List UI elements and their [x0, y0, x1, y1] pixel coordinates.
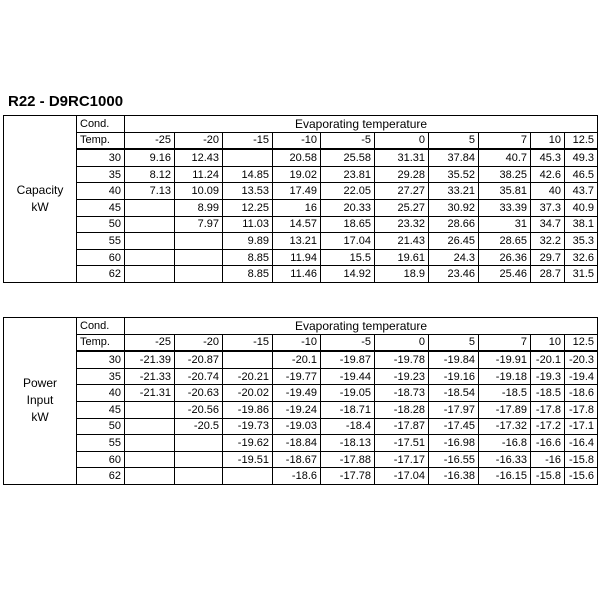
evap-temp-header-cell: 12.5 [565, 334, 598, 351]
header-row-cond [4, 318, 598, 335]
value-cell: -17.04 [375, 468, 429, 485]
value-cell: -17.45 [429, 418, 479, 435]
table-row [4, 233, 598, 250]
cond-temp-cell: 40 [77, 385, 125, 402]
value-cell [175, 233, 223, 250]
value-cell: 25.46 [479, 266, 531, 283]
value-cell: -15.6 [565, 468, 598, 485]
value-cell [175, 435, 223, 452]
value-cell [223, 468, 273, 485]
value-cell: -18.84 [273, 435, 321, 452]
value-cell: 25.58 [321, 149, 375, 166]
value-cell: -19.87 [321, 351, 375, 368]
value-cell: -20.21 [223, 368, 273, 385]
value-cell: -20.87 [175, 351, 223, 368]
value-cell: 19.61 [375, 249, 429, 266]
quantity-label [4, 116, 77, 283]
value-cell: -19.23 [375, 368, 429, 385]
value-cell: -19.62 [223, 435, 273, 452]
evap-temp-header-cell: 0 [375, 334, 429, 351]
value-cell: -20.1 [531, 351, 565, 368]
value-cell: -17.32 [479, 418, 531, 435]
value-cell: -19.24 [273, 401, 321, 418]
value-cell [125, 233, 175, 250]
value-cell: -17.1 [565, 418, 598, 435]
value-cell [125, 199, 175, 216]
value-cell: 35.52 [429, 166, 479, 183]
value-cell [223, 351, 273, 368]
table-row [4, 418, 598, 435]
value-cell: -19.78 [375, 351, 429, 368]
table-row [4, 368, 598, 385]
cond-header: Cond. [77, 318, 125, 335]
value-cell: 18.65 [321, 216, 375, 233]
value-cell: 14.57 [273, 216, 321, 233]
value-cell: 11.94 [273, 249, 321, 266]
value-cell: -16.38 [429, 468, 479, 485]
table-row [4, 166, 598, 183]
value-cell: 10.09 [175, 183, 223, 200]
value-cell: 8.85 [223, 266, 273, 283]
value-cell: 16 [273, 199, 321, 216]
value-cell: 25.27 [375, 199, 429, 216]
value-cell [175, 266, 223, 283]
value-cell: 42.6 [531, 166, 565, 183]
cond-temp-cell: 35 [77, 166, 125, 183]
value-cell: -19.49 [273, 385, 321, 402]
value-cell: 23.32 [375, 216, 429, 233]
evap-temp-header-cell: -5 [321, 132, 375, 149]
value-cell: 35.3 [565, 233, 598, 250]
value-cell: 22.05 [321, 183, 375, 200]
value-cell: -19.91 [479, 351, 531, 368]
value-cell: -17.97 [429, 401, 479, 418]
value-cell: -18.6 [565, 385, 598, 402]
value-cell: 31 [479, 216, 531, 233]
value-cell: 40.9 [565, 199, 598, 216]
value-cell: 40.7 [479, 149, 531, 166]
table-row [4, 149, 598, 166]
value-cell: -16.33 [479, 451, 531, 468]
value-cell [223, 149, 273, 166]
value-cell: 35.81 [479, 183, 531, 200]
value-cell: -19.05 [321, 385, 375, 402]
value-cell: -17.87 [375, 418, 429, 435]
power-input-table [3, 317, 598, 485]
value-cell: 19.02 [273, 166, 321, 183]
value-cell: 12.43 [175, 149, 223, 166]
value-cell: 12.25 [223, 199, 273, 216]
value-cell: 28.7 [531, 266, 565, 283]
value-cell: 28.65 [479, 233, 531, 250]
quantity-label-line: Input [26, 393, 54, 408]
value-cell: 14.92 [321, 266, 375, 283]
table-row [4, 351, 598, 368]
value-cell: -17.17 [375, 451, 429, 468]
value-cell: -18.28 [375, 401, 429, 418]
value-cell: -18.73 [375, 385, 429, 402]
value-cell: -17.2 [531, 418, 565, 435]
table-row [4, 199, 598, 216]
table-row [4, 216, 598, 233]
value-cell: -19.51 [223, 451, 273, 468]
cond-temp-cell: 40 [77, 183, 125, 200]
quantity-label-line: Capacity [16, 182, 64, 197]
document-title: R22 - D9RC1000 [8, 93, 124, 110]
value-cell: -20.74 [175, 368, 223, 385]
value-cell: -15.8 [531, 468, 565, 485]
value-cell: 11.03 [223, 216, 273, 233]
cond-temp-cell: 45 [77, 401, 125, 418]
value-cell: 28.66 [429, 216, 479, 233]
value-cell: -20.3 [565, 351, 598, 368]
value-cell: 33.39 [479, 199, 531, 216]
value-cell: -18.5 [531, 385, 565, 402]
evap-temp-header-cell: 10 [531, 132, 565, 149]
value-cell: -19.73 [223, 418, 273, 435]
value-cell: 13.21 [273, 233, 321, 250]
table-row [4, 468, 598, 485]
header-row-cond [4, 116, 598, 133]
value-cell: 23.81 [321, 166, 375, 183]
value-cell: 13.53 [223, 183, 273, 200]
value-cell: -18.6 [273, 468, 321, 485]
value-cell: 21.43 [375, 233, 429, 250]
value-cell: 20.33 [321, 199, 375, 216]
quantity-label-line: kW [31, 199, 49, 214]
value-cell: -18.13 [321, 435, 375, 452]
table-row [4, 385, 598, 402]
value-cell: 49.3 [565, 149, 598, 166]
value-cell [125, 401, 175, 418]
value-cell [125, 435, 175, 452]
header-row-temp [4, 132, 598, 149]
value-cell: 38.25 [479, 166, 531, 183]
value-cell: 31.31 [375, 149, 429, 166]
cond-temp-cell: 60 [77, 249, 125, 266]
value-cell [175, 468, 223, 485]
table-row [4, 401, 598, 418]
value-cell: -19.4 [565, 368, 598, 385]
value-cell [125, 216, 175, 233]
value-cell [125, 249, 175, 266]
evaporating-temperature-header: Evaporating temperature [125, 116, 598, 133]
value-cell: 26.45 [429, 233, 479, 250]
value-cell: 8.85 [223, 249, 273, 266]
value-cell: 37.3 [531, 199, 565, 216]
value-cell: 11.46 [273, 266, 321, 283]
evap-temp-header-cell: 5 [429, 132, 479, 149]
evap-temp-header-cell: -15 [223, 334, 273, 351]
evap-temp-header-cell: -15 [223, 132, 273, 149]
value-cell: -16.8 [479, 435, 531, 452]
table-row [4, 183, 598, 200]
value-cell: -21.39 [125, 351, 175, 368]
value-cell: -19.77 [273, 368, 321, 385]
evap-temp-header-cell: 7 [479, 132, 531, 149]
cond-temp-cell: 62 [77, 266, 125, 283]
evap-temp-header-cell: 5 [429, 334, 479, 351]
quantity-label-line: kW [31, 410, 49, 425]
table-row [4, 451, 598, 468]
value-cell: 14.85 [223, 166, 273, 183]
value-cell: -19.03 [273, 418, 321, 435]
value-cell: -20.56 [175, 401, 223, 418]
value-cell: -20.1 [273, 351, 321, 368]
value-cell: 26.36 [479, 249, 531, 266]
table-row [4, 435, 598, 452]
cond-temp-cell: 45 [77, 199, 125, 216]
evaporating-temperature-header: Evaporating temperature [125, 318, 598, 335]
cond-temp-cell: 60 [77, 451, 125, 468]
value-cell: -18.71 [321, 401, 375, 418]
value-cell [175, 451, 223, 468]
value-cell: -17.89 [479, 401, 531, 418]
value-cell: 38.1 [565, 216, 598, 233]
value-cell: 8.99 [175, 199, 223, 216]
value-cell [125, 266, 175, 283]
value-cell [125, 418, 175, 435]
value-cell: -21.31 [125, 385, 175, 402]
evap-temp-header-cell: -25 [125, 334, 175, 351]
value-cell [125, 468, 175, 485]
value-cell: 32.6 [565, 249, 598, 266]
temp-header: Temp. [77, 132, 125, 149]
value-cell: 43.7 [565, 183, 598, 200]
evap-temp-header-cell: -25 [125, 132, 175, 149]
value-cell: -17.8 [531, 401, 565, 418]
evap-temp-header-cell: -20 [175, 334, 223, 351]
value-cell: 18.9 [375, 266, 429, 283]
capacity-table [3, 115, 598, 283]
cond-temp-cell: 55 [77, 435, 125, 452]
value-cell: 7.97 [175, 216, 223, 233]
value-cell: 29.28 [375, 166, 429, 183]
value-cell: 46.5 [565, 166, 598, 183]
cond-temp-cell: 35 [77, 368, 125, 385]
quantity-label-line: Power [22, 376, 57, 391]
value-cell: -15.8 [565, 451, 598, 468]
value-cell: -18.5 [479, 385, 531, 402]
evap-temp-header-cell: -20 [175, 132, 223, 149]
value-cell: 11.24 [175, 166, 223, 183]
value-cell: -16.15 [479, 468, 531, 485]
evap-temp-header-cell: 7 [479, 334, 531, 351]
value-cell: -17.78 [321, 468, 375, 485]
value-cell: -19.44 [321, 368, 375, 385]
value-cell: 40 [531, 183, 565, 200]
cond-header: Cond. [77, 116, 125, 133]
table-row [4, 266, 598, 283]
value-cell: 9.16 [125, 149, 175, 166]
value-cell: -17.51 [375, 435, 429, 452]
value-cell: -20.02 [223, 385, 273, 402]
value-cell: 24.3 [429, 249, 479, 266]
table-row [4, 249, 598, 266]
value-cell: 15.5 [321, 249, 375, 266]
value-cell: -16 [531, 451, 565, 468]
value-cell: 32.2 [531, 233, 565, 250]
value-cell: -16.4 [565, 435, 598, 452]
temp-header: Temp. [77, 334, 125, 351]
cond-temp-cell: 30 [77, 149, 125, 166]
value-cell: 29.7 [531, 249, 565, 266]
value-cell [125, 451, 175, 468]
value-cell: -21.33 [125, 368, 175, 385]
quantity-label [4, 318, 77, 485]
value-cell: 33.21 [429, 183, 479, 200]
value-cell: -19.18 [479, 368, 531, 385]
evap-temp-header-cell: 10 [531, 334, 565, 351]
value-cell: 17.49 [273, 183, 321, 200]
value-cell: -16.55 [429, 451, 479, 468]
value-cell: -18.67 [273, 451, 321, 468]
evap-temp-header-cell: 12.5 [565, 132, 598, 149]
value-cell: 45.3 [531, 149, 565, 166]
header-row-temp [4, 334, 598, 351]
value-cell: -16.6 [531, 435, 565, 452]
value-cell: -19.86 [223, 401, 273, 418]
value-cell: 34.7 [531, 216, 565, 233]
value-cell [175, 249, 223, 266]
cond-temp-cell: 30 [77, 351, 125, 368]
value-cell: 30.92 [429, 199, 479, 216]
value-cell: 23.46 [429, 266, 479, 283]
value-cell: -19.16 [429, 368, 479, 385]
value-cell: 8.12 [125, 166, 175, 183]
value-cell: 37.84 [429, 149, 479, 166]
evap-temp-header-cell: -10 [273, 334, 321, 351]
value-cell: 17.04 [321, 233, 375, 250]
value-cell: -20.63 [175, 385, 223, 402]
cond-temp-cell: 50 [77, 216, 125, 233]
value-cell: -20.5 [175, 418, 223, 435]
value-cell: -19.84 [429, 351, 479, 368]
value-cell: 31.5 [565, 266, 598, 283]
evap-temp-header-cell: -5 [321, 334, 375, 351]
cond-temp-cell: 50 [77, 418, 125, 435]
cond-temp-cell: 62 [77, 468, 125, 485]
value-cell: -19.3 [531, 368, 565, 385]
value-cell: -16.98 [429, 435, 479, 452]
value-cell: -18.4 [321, 418, 375, 435]
value-cell: -17.88 [321, 451, 375, 468]
value-cell: 20.58 [273, 149, 321, 166]
evap-temp-header-cell: 0 [375, 132, 429, 149]
value-cell: -17.8 [565, 401, 598, 418]
value-cell: 7.13 [125, 183, 175, 200]
value-cell: 27.27 [375, 183, 429, 200]
value-cell: 9.89 [223, 233, 273, 250]
cond-temp-cell: 55 [77, 233, 125, 250]
evap-temp-header-cell: -10 [273, 132, 321, 149]
value-cell: -18.54 [429, 385, 479, 402]
